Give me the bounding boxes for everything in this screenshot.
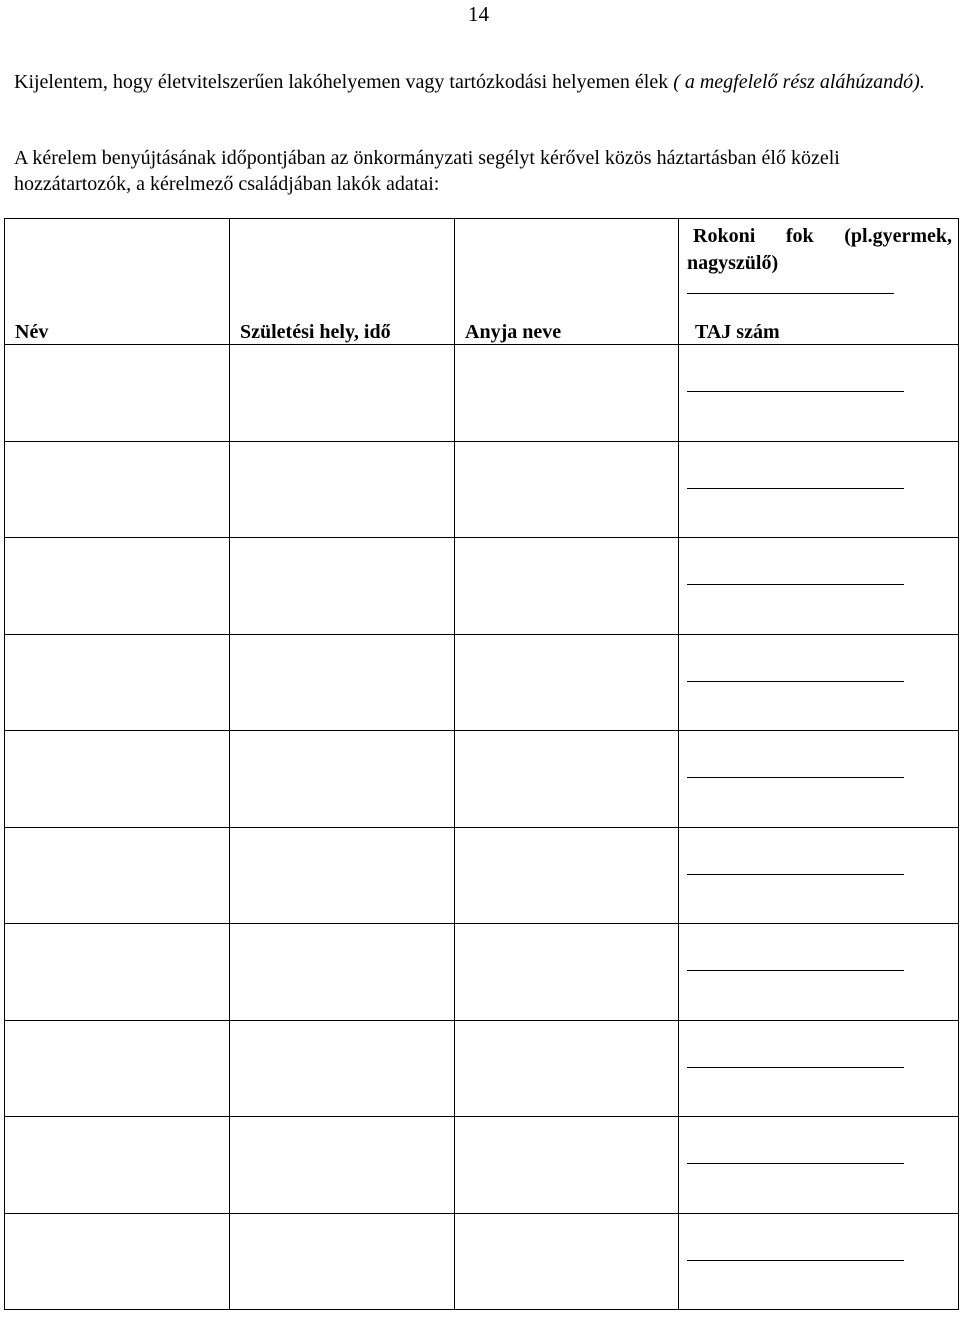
relation-taj-cell[interactable] (679, 731, 959, 828)
name-cell[interactable] (5, 441, 230, 538)
relation-taj-cell[interactable] (679, 1213, 959, 1310)
taj-header: TAJ szám (695, 321, 780, 343)
name-cell[interactable] (5, 1213, 230, 1310)
birth-cell[interactable] (230, 731, 455, 828)
birth-cell[interactable] (230, 441, 455, 538)
table-header-row (5, 219, 959, 345)
relation-taj-cell[interactable] (679, 1117, 959, 1214)
relation-taj-cell[interactable] (679, 538, 959, 635)
table-row (5, 924, 959, 1021)
relation-taj-divider (687, 970, 904, 971)
relation-taj-cell[interactable] (679, 345, 959, 442)
mother-cell[interactable] (455, 441, 679, 538)
header-mother: Anyja neve (455, 219, 679, 345)
birth-cell[interactable] (230, 538, 455, 635)
relation-word-1: Rokoni (693, 225, 756, 247)
relation-taj-cell[interactable] (679, 634, 959, 731)
mother-cell[interactable] (455, 1020, 679, 1117)
birth-cell[interactable] (230, 634, 455, 731)
name-cell[interactable] (5, 924, 230, 1021)
mother-cell[interactable] (455, 731, 679, 828)
table-row (5, 345, 959, 442)
name-cell[interactable] (5, 827, 230, 924)
mother-cell[interactable] (455, 924, 679, 1021)
table-row (5, 1020, 959, 1117)
header-name: Név (5, 219, 230, 345)
birth-cell[interactable] (230, 345, 455, 442)
mother-cell[interactable] (455, 1213, 679, 1310)
relation-line-2: nagyszülő) (687, 252, 779, 274)
name-cell[interactable] (5, 1020, 230, 1117)
header-relation-taj (679, 219, 959, 345)
page-number: 14 (468, 2, 489, 26)
name-cell[interactable] (5, 345, 230, 442)
mother-cell[interactable] (455, 538, 679, 635)
declaration-paragraph (14, 69, 949, 95)
relation-taj-divider (687, 1163, 904, 1164)
relation-taj-divider (687, 488, 904, 489)
table-row (5, 731, 959, 828)
mother-cell[interactable] (455, 827, 679, 924)
birth-cell[interactable] (230, 924, 455, 1021)
relation-taj-cell[interactable] (679, 924, 959, 1021)
relation-taj-divider (687, 681, 904, 682)
name-cell[interactable] (5, 634, 230, 731)
relation-taj-cell[interactable] (679, 827, 959, 924)
birth-cell[interactable] (230, 827, 455, 924)
relation-taj-divider (687, 777, 904, 778)
relation-taj-cell[interactable] (679, 1020, 959, 1117)
name-cell[interactable] (5, 1117, 230, 1214)
declaration-note: ( a megfelelő rész aláhúzandó). (673, 71, 925, 93)
mother-cell[interactable] (455, 634, 679, 731)
relation-divider (687, 293, 894, 294)
table-row (5, 1213, 959, 1310)
household-members-table (4, 218, 959, 1310)
birth-cell[interactable] (230, 1117, 455, 1214)
table-row (5, 1117, 959, 1214)
header-birth: Születési hely, idő (230, 219, 455, 345)
relation-taj-divider (687, 1067, 904, 1068)
table-row (5, 538, 959, 635)
table-row (5, 827, 959, 924)
birth-cell[interactable] (230, 1020, 455, 1117)
intro-paragraph: A kérelem benyújtásának időpontjában az önkormányzati segélyt kérővel közös háztartásban élő közeli hozzátartozók, a kérelmező családjában lakók adatai: (14, 147, 840, 195)
relation-word-3: (pl.gyermek, (844, 225, 952, 247)
mother-cell[interactable] (455, 1117, 679, 1214)
relation-header (687, 223, 952, 294)
birth-cell[interactable] (230, 1213, 455, 1310)
relation-taj-divider (687, 584, 904, 585)
name-cell[interactable] (5, 538, 230, 635)
relation-word-2: fok (785, 225, 814, 247)
relation-taj-divider (687, 391, 904, 392)
table-row (5, 441, 959, 538)
relation-taj-divider (687, 1260, 904, 1261)
relation-taj-cell[interactable] (679, 441, 959, 538)
mother-cell[interactable] (455, 345, 679, 442)
table-row (5, 634, 959, 731)
name-cell[interactable] (5, 731, 230, 828)
relation-taj-divider (687, 874, 904, 875)
declaration-text: Kijelentem, hogy életvitelszerűen lakóhelyemen vagy tartózkodási helyemen élek (14, 71, 674, 93)
